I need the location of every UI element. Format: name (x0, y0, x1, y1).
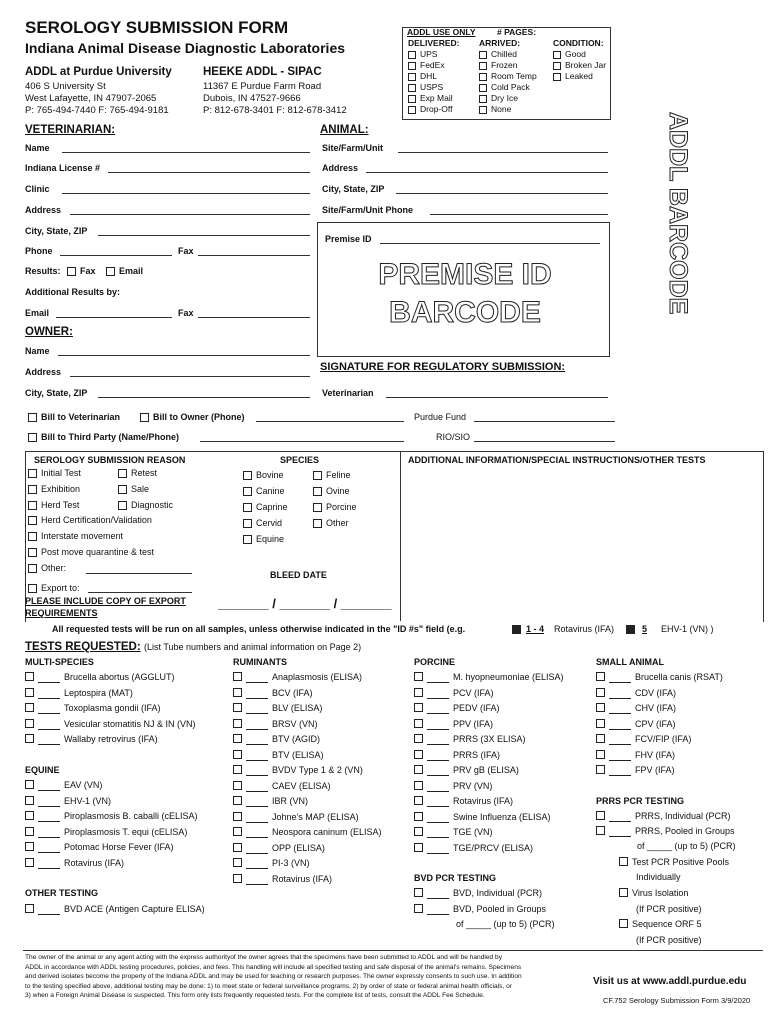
species-label: Other (326, 518, 349, 528)
reason-label: Retest (131, 468, 158, 478)
export-note-1: PLEASE INCLUDE COPY OF EXPORT (25, 596, 186, 606)
disclaimer-line: ADDL in accordance with ADDL testing procedures, policies, and fees. This handling will include all specified testing and safe disposal of the animal's remains. Specimens (25, 963, 522, 971)
test-checkbox[interactable] (233, 688, 242, 697)
results-fax-label: Fax (80, 266, 96, 276)
animal-city-field[interactable] (396, 193, 608, 194)
test-checkbox[interactable] (25, 796, 34, 805)
owner-address-field[interactable] (70, 376, 310, 377)
arrived-label: Cold Pack (491, 82, 530, 92)
rio-label: RIO/SIO (436, 432, 471, 442)
test-checkbox[interactable] (233, 719, 242, 728)
vet-fax-label: Fax (178, 246, 194, 256)
test-item[interactable]: BLV (ELISA) (233, 703, 322, 714)
test-checkbox[interactable] (596, 765, 605, 774)
results-fax-checkbox[interactable] (67, 267, 76, 276)
condition-label: CONDITION: (553, 38, 604, 48)
purdue-fund-label: Purdue Fund (414, 412, 467, 422)
condition-label: Broken Jar (565, 60, 607, 70)
delivered-checkbox[interactable] (408, 73, 416, 81)
test-checkbox[interactable] (25, 719, 34, 728)
test-checkbox[interactable] (414, 796, 423, 805)
test-sequence-orf5[interactable]: Sequence ORF 5 (619, 919, 702, 930)
form-subtitle: Indiana Animal Disease Diagnostic Laboratories (25, 40, 346, 56)
additional-results-label: Additional Results by: (25, 287, 121, 297)
species-checkbox[interactable] (313, 487, 322, 496)
test-item[interactable]: PRRS (IFA) (414, 750, 500, 761)
test-item[interactable]: Rotavirus (IFA) (25, 858, 124, 869)
vet-name-label: Name (25, 143, 50, 153)
vet-address-label: Address (25, 205, 62, 215)
bill-third-checkbox[interactable] (28, 433, 37, 442)
prrs-pcr-heading: PRRS PCR TESTING (596, 796, 685, 806)
species-checkbox[interactable] (243, 535, 252, 544)
premise-barcode-line1: PREMISE ID (378, 258, 552, 291)
test-checkbox[interactable] (414, 719, 423, 728)
test-checkbox[interactable] (233, 750, 242, 759)
test-checkbox[interactable] (233, 781, 242, 790)
equine-heading: EQUINE (25, 765, 60, 775)
box-divider (400, 451, 401, 621)
lab1-name: ADDL at Purdue University (25, 66, 172, 78)
condition-checkbox[interactable] (553, 62, 561, 70)
vet-name-field[interactable] (62, 152, 310, 153)
owner-city-field[interactable] (98, 397, 310, 398)
test-checkbox[interactable] (414, 812, 423, 821)
species-checkbox[interactable] (313, 471, 322, 480)
bill-owner-label: Bill to Owner (Phone) (153, 412, 245, 422)
test-checkbox[interactable] (233, 843, 242, 852)
test-item[interactable]: TGE/PRCV (ELISA) (414, 843, 533, 854)
animal-site-phone-field[interactable] (430, 214, 608, 215)
test-item[interactable]: CDV (IFA) (596, 688, 676, 699)
website-link[interactable]: Visit us at www.addl.purdue.edu (593, 976, 747, 987)
species-checkbox[interactable] (313, 503, 322, 512)
form-title: SEROLOGY SUBMISSION FORM (25, 18, 289, 37)
delivered-label: UPS (420, 49, 438, 59)
test-item[interactable]: EAV (VN) (25, 780, 102, 791)
condition-checkbox[interactable] (553, 51, 561, 59)
test-item[interactable]: IBR (VN) (233, 796, 308, 807)
test-item[interactable]: BTV (AGID) (233, 734, 320, 745)
delivered-checkbox[interactable] (408, 51, 416, 59)
export-label: Export to: (41, 583, 80, 593)
reason-checkbox[interactable] (28, 469, 37, 478)
example-2-range: 5 (642, 624, 648, 634)
test-checkbox[interactable] (414, 688, 423, 697)
porcine-heading: PORCINE (414, 657, 456, 667)
disclaimer-line: to the testing specified above, additional testing may be done: 1) to meet state or federal surveillance programs, 2) by order of state or federal animal health officials, or (25, 982, 512, 990)
premise-id-field[interactable] (380, 243, 600, 244)
arrived-checkbox[interactable] (479, 51, 487, 59)
test-item[interactable]: PRV gB (ELISA) (414, 765, 519, 776)
bleed-date-field[interactable]: _______ / _______ / _______ (218, 596, 392, 611)
addl-barcode-area (662, 112, 692, 362)
test-checkbox[interactable] (233, 827, 242, 836)
test-item[interactable]: Johne's MAP (ELISA) (233, 812, 359, 823)
test-item[interactable]: Brucella canis (RSAT) (596, 672, 723, 683)
note-text: All requested tests will be run on all samples, unless otherwise indicated in the "ID #s" field (e.g. (52, 624, 466, 634)
addl-barcode-label: ADDL BARCODE (664, 112, 692, 315)
form-id: CF.752 Serology Submission Form 3/9/2020 (603, 996, 751, 1005)
animal-city-label: City, State, ZIP (322, 184, 385, 194)
reason-label: Diagnostic (131, 500, 174, 510)
example-1-range: 1 - 4 (526, 624, 545, 634)
test-checkbox[interactable] (596, 719, 605, 728)
condition-label: Leaked (565, 71, 593, 81)
export-field[interactable] (88, 592, 192, 593)
bill-third-label: Bill to Third Party (Name/Phone) (41, 432, 180, 442)
test-checkbox[interactable] (414, 672, 423, 681)
condition-checkbox[interactable] (553, 73, 561, 81)
test-checkbox[interactable] (233, 765, 242, 774)
species-label: Cervid (256, 518, 283, 528)
test-item[interactable]: PCV (IFA) (414, 688, 494, 699)
test-checkbox[interactable] (233, 672, 242, 681)
lab1-address-1: 406 S University St (25, 81, 106, 92)
example-2-test: EHV-1 (VN) ) (661, 624, 714, 634)
test-prrs-individual[interactable]: PRRS, Individual (PCR) (596, 811, 731, 822)
bill-vet-checkbox[interactable] (28, 413, 37, 422)
test-item[interactable]: CAEV (ELISA) (233, 781, 331, 792)
species-label: Caprine (256, 502, 288, 512)
test-checkbox[interactable] (619, 888, 628, 897)
vet-fax-field[interactable] (198, 255, 310, 256)
premise-barcode-line2: BARCODE (389, 296, 541, 329)
premise-barcode-area (340, 252, 590, 342)
delivered-checkbox[interactable] (408, 84, 416, 92)
lab1-address-2: West Lafayette, IN 47907-2065 (25, 93, 157, 104)
test-item[interactable]: Swine Influenza (ELISA) (414, 812, 551, 823)
test-checkbox[interactable] (25, 827, 34, 836)
tests-heading: TESTS REQUESTED: (25, 641, 141, 653)
vet-clinic-field[interactable] (62, 193, 310, 194)
multi-species-heading: MULTI-SPECIES (25, 657, 94, 667)
arrived-checkbox[interactable] (479, 62, 487, 70)
delivered-label: Exp Mail (420, 93, 453, 103)
species-label: Bovine (256, 470, 284, 480)
ruminants-heading: RUMINANTS (233, 657, 287, 667)
additional-email-field[interactable] (56, 317, 172, 318)
test-checkbox[interactable] (414, 750, 423, 759)
test-item[interactable]: Piroplasmosis T. equi (cELISA) (25, 827, 187, 838)
additional-fax-label: Fax (178, 308, 194, 318)
test-item[interactable]: Neospora caninum (ELISA) (233, 827, 382, 838)
delivered-checkbox[interactable] (408, 95, 416, 103)
sequence-orf5-note: (If PCR positive) (636, 935, 702, 945)
small-animal-heading: SMALL ANIMAL (596, 657, 664, 667)
reason-label: Herd Test (41, 500, 80, 510)
vet-clinic-label: Clinic (25, 184, 50, 194)
test-item[interactable]: PEDV (IFA) (414, 703, 500, 714)
delivered-checkbox[interactable] (408, 62, 416, 70)
test-checkbox[interactable] (25, 688, 34, 697)
test-checkbox[interactable] (233, 734, 242, 743)
test-item[interactable]: Piroplasmosis B. caballi (cELISA) (25, 811, 198, 822)
species-label: Porcine (326, 502, 357, 512)
vet-phone-label: Phone (25, 246, 53, 256)
test-checkbox[interactable] (619, 919, 628, 928)
delivered-label: Drop-Off (420, 104, 453, 114)
test-item[interactable]: BVDV Type 1 & 2 (VN) (233, 765, 363, 776)
export-note-2: REQUIREMENTS (25, 608, 98, 618)
reason-label: Herd Certification/Validation (41, 515, 152, 525)
bvd-pooled-group-size[interactable]: of _____ (up to 5) (PCR) (456, 919, 555, 929)
lab2-address-1: 11367 E Purdue Farm Road (203, 81, 322, 92)
test-bvd-pooled[interactable]: BVD, Pooled in Groups (414, 904, 546, 915)
lab2-address-2: Dubois, IN 47527-9666 (203, 93, 301, 104)
animal-address-field[interactable] (366, 172, 608, 173)
condition-label: Good (565, 49, 586, 59)
test-checkbox[interactable] (414, 827, 423, 836)
species-heading: SPECIES (280, 455, 320, 465)
test-checkbox[interactable] (233, 874, 242, 883)
test-checkbox[interactable] (596, 826, 605, 835)
test-item[interactable]: M. hyopneumoniae (ELISA) (414, 672, 564, 683)
results-email-checkbox[interactable] (106, 267, 115, 276)
test-item[interactable]: BRSV (VN) (233, 719, 318, 730)
lab2-phone: P: 812-678-3401 F: 812-678-3412 (203, 105, 347, 116)
test-item[interactable]: Rotavirus (IFA) (233, 874, 332, 885)
additional-info-field[interactable] (405, 468, 757, 616)
prrs-pooled-group-size[interactable]: of _____ (up to 5) (PCR) (637, 841, 736, 851)
species-checkbox[interactable] (243, 487, 252, 496)
pages-label: # PAGES: (497, 27, 537, 37)
species-checkbox[interactable] (243, 471, 252, 480)
test-item[interactable]: OPP (ELISA) (233, 843, 325, 854)
test-item[interactable]: PRRS (3X ELISA) (414, 734, 526, 745)
test-item[interactable]: Rotavirus (IFA) (414, 796, 513, 807)
test-item[interactable]: PRV (VN) (414, 781, 492, 792)
test-checkbox[interactable] (25, 734, 34, 743)
test-checkbox[interactable] (414, 734, 423, 743)
bill-owner-checkbox[interactable] (140, 413, 149, 422)
reason-checkbox[interactable] (28, 516, 37, 525)
test-bvd-individual[interactable]: BVD, Individual (PCR) (414, 888, 542, 899)
test-checkbox[interactable] (596, 672, 605, 681)
test-checkbox[interactable] (619, 857, 628, 866)
test-checkbox[interactable] (233, 812, 242, 821)
bill-vet-label: Bill to Veterinarian (41, 412, 121, 422)
test-checkbox[interactable] (414, 904, 423, 913)
delivered-label: FedEx (420, 60, 445, 70)
animal-site-field[interactable] (398, 152, 608, 153)
reason-checkbox[interactable] (28, 501, 37, 510)
test-item[interactable]: PPV (IFA) (414, 719, 493, 730)
animal-site-phone-label: Site/Farm/Unit Phone (322, 205, 414, 215)
example-1-icon (512, 625, 521, 634)
arrived-label: Dry Ice (491, 93, 518, 103)
reason-checkbox[interactable] (118, 485, 127, 494)
test-checkbox[interactable] (25, 858, 34, 867)
additional-fax-field[interactable] (198, 317, 310, 318)
test-checkbox[interactable] (25, 780, 34, 789)
reason-label: Sale (131, 484, 150, 494)
example-1-test: Rotavirus (IFA) (554, 624, 615, 634)
disclaimer-line: The owner of the animal or any agent acting with the express authorityof the owner agrees that the specimens have been submitted to ADDL and will be handled by (25, 954, 502, 961)
other-testing-heading: OTHER TESTING (25, 888, 99, 898)
vet-city-field[interactable] (98, 235, 310, 236)
veterinarian-heading: VETERINARIAN: (25, 124, 116, 136)
results-email-label: Email (119, 266, 144, 276)
delivered-label: USPS (420, 82, 444, 92)
test-item[interactable]: Brucella abortus (AGGLUT) (25, 672, 175, 683)
reason-label: Post move quarantine & test (41, 547, 155, 557)
test-item[interactable]: TGE (VN) (414, 827, 493, 838)
bill-third-field[interactable] (200, 441, 404, 442)
disclaimer-line: 3) when a Foreign Animal Disease is suspected. This form only lists frequently requested tests. For the complete list of tests, consult the ADDL Fee Schedule. (25, 992, 485, 999)
arrived-checkbox[interactable] (479, 73, 487, 81)
animal-site-label: Site/Farm/Unit (322, 143, 384, 153)
test-checkbox[interactable] (25, 811, 34, 820)
vet-license-field[interactable] (108, 172, 310, 173)
test-item[interactable]: PI-3 (VN) (233, 858, 310, 869)
bill-owner-field[interactable] (256, 421, 404, 422)
test-checkbox[interactable] (414, 703, 423, 712)
test-item[interactable]: BCV (IFA) (233, 688, 313, 699)
premise-id-label: Premise ID (325, 234, 372, 244)
test-pcr-positive-pools[interactable]: Test PCR Positive Pools (619, 857, 729, 868)
delivered-label: DELIVERED: (408, 38, 460, 48)
signature-vet-field[interactable] (386, 397, 608, 398)
owner-name-label: Name (25, 346, 50, 356)
additional-email-label: Email (25, 308, 50, 318)
vet-license-label: Indiana License # (25, 163, 101, 173)
results-label: Results: (25, 266, 61, 276)
reason-checkbox[interactable] (28, 532, 37, 541)
reason-checkbox[interactable] (28, 564, 37, 573)
bleed-date-label: BLEED DATE (270, 570, 327, 580)
delivered-label: DHL (420, 71, 438, 81)
owner-heading: OWNER: (25, 326, 73, 338)
reason-label: Other: (41, 563, 67, 573)
species-checkbox[interactable] (243, 519, 252, 528)
test-checkbox[interactable] (25, 672, 34, 681)
example-2-icon (626, 625, 635, 634)
signature-vet-label: Veterinarian (322, 388, 374, 398)
test-item[interactable]: CHV (IFA) (596, 703, 676, 714)
reason-other-field[interactable] (86, 573, 192, 574)
test-checkbox[interactable] (233, 703, 242, 712)
test-virus-isolation[interactable]: Virus Isolation (619, 888, 688, 899)
arrived-label: ARRIVED: (479, 38, 521, 48)
additional-info-heading: ADDITIONAL INFORMATION/SPECIAL INSTRUCTIONS/OTHER TESTS (408, 455, 706, 465)
virus-isolation-note: (If PCR positive) (636, 904, 702, 914)
species-label: Canine (256, 486, 285, 496)
owner-address-label: Address (25, 367, 62, 377)
test-item[interactable]: CPV (IFA) (596, 719, 676, 730)
owner-city-label: City, State, ZIP (25, 388, 88, 398)
owner-name-field[interactable] (58, 355, 310, 356)
test-item[interactable]: FHV (IFA) (596, 750, 675, 761)
test-item[interactable]: Potomac Horse Fever (IFA) (25, 842, 174, 853)
test-item[interactable]: Anaplasmosis (ELISA) (233, 672, 362, 683)
test-item[interactable]: BTV (ELISA) (233, 750, 324, 761)
reason-checkbox[interactable] (28, 548, 37, 557)
arrived-label: Chilled (491, 49, 517, 59)
test-checkbox[interactable] (25, 904, 34, 913)
test-checkbox[interactable] (596, 750, 605, 759)
reason-heading: SEROLOGY SUBMISSION REASON (34, 455, 186, 465)
arrived-checkbox[interactable] (479, 84, 487, 92)
vet-address-field[interactable] (70, 214, 310, 215)
species-label: Ovine (326, 486, 350, 496)
addl-use-only-label: ADDL USE ONLY (407, 27, 476, 37)
test-prrs-pooled[interactable]: PRRS, Pooled in Groups (596, 826, 735, 837)
test-checkbox[interactable] (414, 888, 423, 897)
vet-city-label: City, State, ZIP (25, 226, 88, 236)
arrived-label: None (491, 104, 512, 114)
test-item[interactable]: Leptospira (MAT) (25, 688, 133, 699)
arrived-checkbox[interactable] (479, 106, 487, 114)
species-checkbox[interactable] (313, 519, 322, 528)
test-checkbox[interactable] (596, 688, 605, 697)
test-item[interactable]: Vesicular stomatitis NJ & IN (VN) (25, 719, 196, 730)
species-label: Equine (256, 534, 285, 544)
tests-subheading: (List Tube numbers and animal information on Page 2) (144, 642, 362, 652)
reason-label: Exhibition (41, 484, 81, 494)
lab1-phone: P: 765-494-7440 F: 765-494-9181 (25, 105, 169, 116)
arrived-label: Frozen (491, 60, 518, 70)
footer-divider (23, 950, 763, 951)
disclaimer-line: and derived isolates become the property of the Indiana ADDL and may be used for teaching or research purposes. The owner expressly consents to such use. In addition (25, 973, 522, 980)
rio-field[interactable] (474, 441, 615, 442)
arrived-checkbox[interactable] (479, 95, 487, 103)
test-checkbox[interactable] (596, 811, 605, 820)
test-checkbox[interactable] (596, 734, 605, 743)
reason-checkbox[interactable] (118, 469, 127, 478)
reason-checkbox[interactable] (28, 485, 37, 494)
lab2-name: HEEKE ADDL - SIPAC (203, 66, 322, 78)
animal-address-label: Address (322, 163, 359, 173)
reason-checkbox[interactable] (118, 501, 127, 510)
test-checkbox[interactable] (414, 843, 423, 852)
test-item[interactable]: Toxoplasma gondii (IFA) (25, 703, 161, 714)
vet-phone-field[interactable] (60, 255, 172, 256)
test-checkbox[interactable] (233, 858, 242, 867)
test-item[interactable]: FCV/FIP (IFA) (596, 734, 691, 745)
arrived-label: Room Temp (491, 71, 537, 81)
pcr-positive-pools-note: Individually (636, 872, 681, 882)
test-checkbox[interactable] (25, 842, 34, 851)
test-checkbox[interactable] (414, 781, 423, 790)
species-checkbox[interactable] (243, 503, 252, 512)
test-checkbox[interactable] (414, 765, 423, 774)
export-checkbox[interactable] (28, 584, 37, 593)
test-item[interactable]: BVD ACE (Antigen Capture ELISA) (25, 904, 205, 915)
signature-heading: SIGNATURE FOR REGULATORY SUBMISSION: (320, 361, 566, 373)
reason-label: Interstate movement (41, 531, 124, 541)
animal-heading: ANIMAL: (320, 124, 369, 136)
species-label: Feline (326, 470, 351, 480)
test-checkbox[interactable] (233, 796, 242, 805)
delivered-checkbox[interactable] (408, 106, 416, 114)
test-item[interactable]: EHV-1 (VN) (25, 796, 111, 807)
test-item[interactable]: Wallaby retrovirus (IFA) (25, 734, 158, 745)
test-item[interactable]: FPV (IFA) (596, 765, 675, 776)
purdue-fund-field[interactable] (474, 421, 615, 422)
test-checkbox[interactable] (25, 703, 34, 712)
reason-label: Initial Test (41, 468, 81, 478)
bvd-pcr-heading: BVD PCR TESTING (414, 873, 497, 883)
test-checkbox[interactable] (596, 703, 605, 712)
